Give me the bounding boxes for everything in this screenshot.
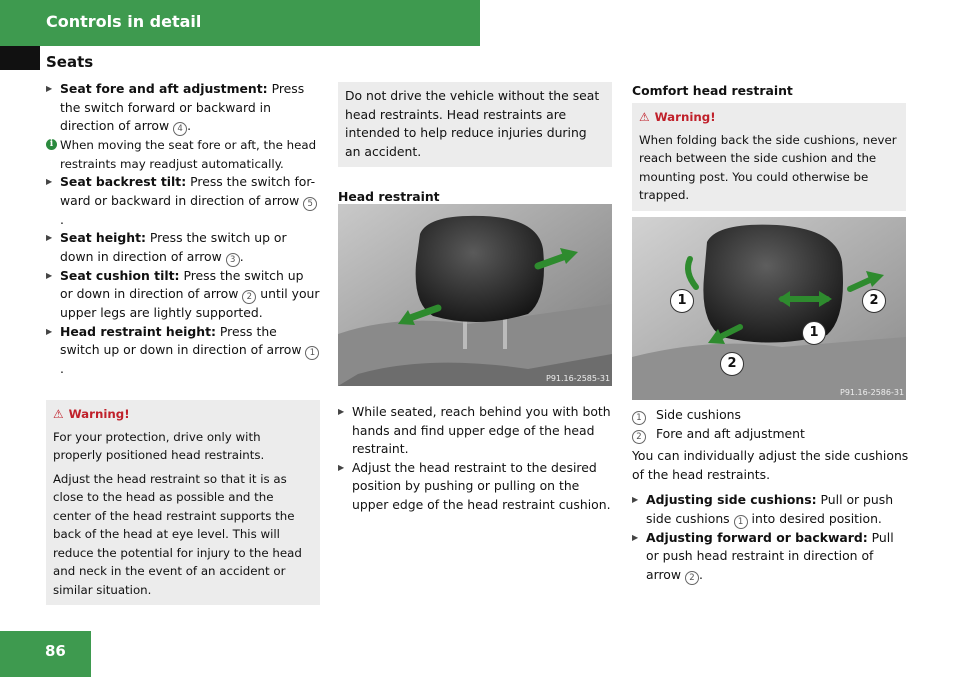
legend-row — [632, 406, 910, 425]
caution-text: Do not drive the vehicle without the seat head restraints. Head restraints are intended to help reduce injuries during an accident. — [345, 88, 600, 159]
callout-2: 2 — [720, 352, 744, 376]
item-end: . — [60, 211, 64, 227]
head-restraint-illustration — [338, 204, 612, 386]
item-text: Pull or push side cushions — [646, 492, 894, 526]
arrow-number: 3 — [226, 253, 240, 267]
column-3 — [632, 82, 906, 101]
warning-title: Warning! — [68, 407, 130, 421]
warning-triangle-icon: ⚠ — [53, 407, 64, 421]
callout-1: 1 — [670, 289, 694, 313]
image-code: P91.16-2586-31 — [840, 388, 905, 397]
item-text: Press the switch for-ward or backward in direction of arrow — [60, 174, 316, 208]
item-label: Seat backrest tilt: — [60, 174, 187, 189]
header-corner-block — [0, 46, 40, 70]
column-2-bullets — [338, 403, 616, 514]
arrow-number: 2 — [242, 290, 256, 304]
info-note — [46, 136, 320, 173]
comfort-head-restraint-image — [632, 217, 906, 400]
warning-text: For your protection, drive only with properly positioned head restraints. — [53, 429, 265, 462]
head-restraint-heading: Head restraint — [338, 189, 440, 204]
legend-number: 2 — [632, 430, 646, 444]
cushion-number: 1 — [734, 515, 748, 529]
column-3-text — [632, 406, 910, 585]
item-text: Press the switch up or down in direction of arrow — [60, 267, 304, 301]
item-label: Seat cushion tilt: — [60, 267, 180, 283]
list-item: ▶ Adjust the head restraint to the desired position by pushing or pulling on the upper edge of the head restraint cushion. — [338, 459, 616, 515]
arrow-number: 2 — [685, 571, 699, 585]
item-end: into desired position. — [747, 510, 882, 526]
warning-box-1 — [46, 400, 320, 605]
item-text: Press the switch up or down in direction of arrow — [60, 230, 287, 264]
paragraph: You can individually adjust the side cushions of the head restraints. — [632, 448, 909, 482]
legend-text: Fore and aft adjustment — [655, 426, 805, 441]
legend-row — [632, 425, 910, 444]
item-label: Adjusting side cushions: — [646, 492, 817, 507]
item-label: Head restraint height: — [60, 323, 216, 339]
list-item — [46, 173, 320, 229]
callout-1: 1 — [802, 321, 826, 345]
warning-text: When folding back the side cushions, never reach between the side cushion and the mounting post. You could otherwise be trapped. — [639, 132, 897, 202]
item-text: Pull or push head restraint in direction of arrow — [646, 529, 894, 582]
callout-2: 2 — [862, 289, 886, 313]
arrow-number: 1 — [305, 346, 319, 360]
note-text: When moving the seat fore or aft, the head restraints may readjust automatically. — [60, 138, 317, 171]
arrow-number: 4 — [173, 122, 187, 136]
item-end: . — [60, 361, 64, 376]
legend-number: 1 — [632, 411, 646, 425]
list-item — [46, 80, 320, 136]
item-end: until your upper legs are lightly supported. — [60, 286, 320, 320]
info-icon: i — [46, 139, 57, 150]
item-text: Press the switch forward or backward in direction of arrow — [60, 81, 305, 133]
item-label: Seat height: — [60, 230, 146, 245]
header-bar — [0, 0, 480, 46]
arrow-number: 5 — [303, 197, 317, 211]
warning-text: Adjust the head restraint so that it is as close to the head as possible and the center of the head restraint supports the back of the head at eye level. This will reduce the potential for injury to the head and neck in the event of an accident or similar situation. — [53, 471, 302, 597]
item-label: Seat fore and aft adjustment: — [60, 81, 268, 96]
section-title: Seats — [46, 53, 94, 71]
head-restraint-image — [338, 204, 612, 386]
page-number: 86 — [45, 642, 66, 660]
item-label: Adjusting forward or backward: — [646, 529, 868, 545]
list-item — [46, 229, 320, 267]
list-item — [632, 529, 910, 585]
warning-triangle-icon: ⚠ — [639, 110, 650, 124]
item-end: . — [698, 566, 703, 582]
warning-heading — [53, 405, 313, 424]
image-code: P91.16-2585-31 — [546, 374, 611, 383]
list-item — [46, 267, 320, 323]
item-end: . — [239, 248, 244, 264]
list-item: ▶ While seated, reach behind you with both hands and find upper edge of the head restraint. — [338, 403, 616, 459]
item-end: . — [187, 118, 192, 133]
column-1 — [46, 80, 320, 379]
legend-text: Side cushions — [655, 407, 741, 422]
comfort-heading: Comfort head restraint — [632, 83, 793, 98]
item-text: Press the switch up or down in direction of arrow — [60, 323, 302, 357]
warning-heading — [639, 108, 899, 127]
warning-box-2 — [632, 103, 906, 211]
list-item — [46, 323, 320, 379]
list-item — [632, 491, 910, 529]
column-2 — [338, 82, 612, 207]
warning-title: Warning! — [654, 110, 716, 124]
page-number-block — [0, 631, 91, 677]
header-title: Controls in detail — [46, 12, 202, 31]
caution-box — [338, 82, 612, 167]
